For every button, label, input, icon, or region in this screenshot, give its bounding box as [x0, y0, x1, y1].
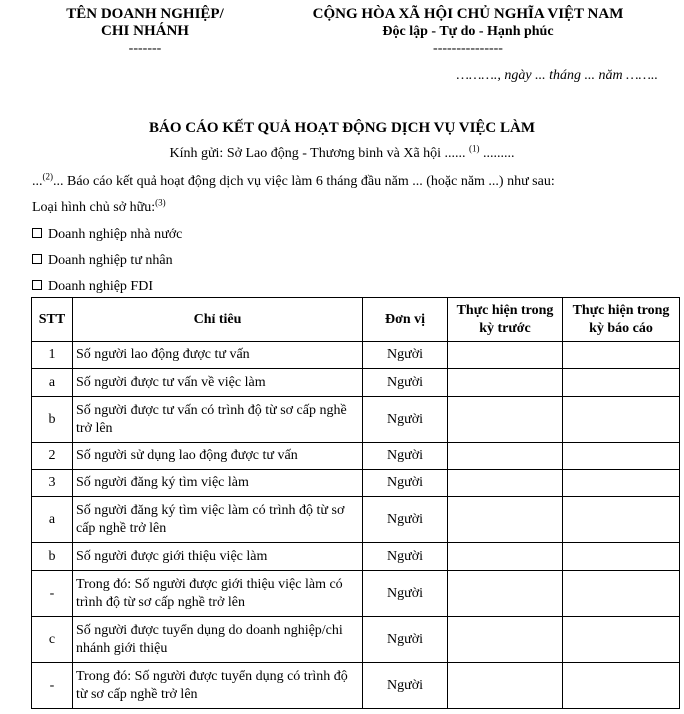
cell-ky-bao-cao[interactable] — [563, 663, 680, 709]
checkbox-icon[interactable] — [32, 280, 42, 290]
header-chi-tieu: Chỉ tiêu — [73, 298, 363, 342]
table-row — [32, 571, 680, 617]
header-ky-truoc — [448, 298, 563, 342]
ownership-option-label: Doanh nghiệp FDI — [48, 279, 153, 294]
header-ky-bao-cao-line2: kỳ báo cáo — [589, 320, 653, 336]
cell-ky-bao-cao[interactable] — [563, 617, 680, 663]
header-ky-bao-cao-line1: Thực hiện trong — [572, 302, 670, 318]
recipient-line — [0, 143, 684, 162]
recipient-text: Kính gửi: Sở Lao động - Thương binh và Xã hội ...... — [169, 146, 466, 161]
cell-stt: 2 — [32, 443, 73, 470]
table-row — [32, 342, 680, 369]
ownership-option-label: Doanh nghiệp nhà nước — [48, 227, 183, 242]
table-row — [32, 369, 680, 397]
company-name-line1: TÊN DOANH NGHIỆP/ — [66, 6, 224, 22]
cell-stt: - — [32, 571, 73, 617]
cell-chi-tieu: Số người đăng ký tìm việc làm — [73, 470, 363, 497]
table-header-row — [32, 298, 680, 342]
cell-chi-tieu: Trong đó: Số người được tuyển dụng có trình độ từ sơ cấp nghề trở lên — [73, 663, 363, 709]
ownership-option[interactable] — [32, 253, 173, 269]
ownership-label-line — [32, 197, 166, 216]
cell-chi-tieu: Số người được giới thiệu việc làm — [73, 543, 363, 571]
cell-ky-bao-cao[interactable] — [563, 443, 680, 470]
cell-ky-truoc[interactable] — [448, 369, 563, 397]
cell-ky-bao-cao[interactable] — [563, 497, 680, 543]
cell-don-vi: Người — [363, 397, 448, 443]
header-ky-truoc-line2: kỳ trước — [479, 320, 531, 336]
cell-ky-bao-cao[interactable] — [563, 571, 680, 617]
cell-ky-bao-cao[interactable] — [563, 342, 680, 369]
cell-chi-tieu: Số người đăng ký tìm việc làm có trình độ từ sơ cấp nghề trở lên — [73, 497, 363, 543]
cell-ky-truoc[interactable] — [448, 397, 563, 443]
cell-don-vi: Người — [363, 571, 448, 617]
cell-ky-truoc[interactable] — [448, 470, 563, 497]
cell-stt: 3 — [32, 470, 73, 497]
table-row — [32, 543, 680, 571]
table-row — [32, 617, 680, 663]
intro-prefix: ... — [32, 174, 43, 189]
cell-chi-tieu: Số người lao động được tư vấn — [73, 342, 363, 369]
recipient-tail: ......... — [483, 146, 515, 161]
ownership-option[interactable] — [32, 279, 153, 295]
cell-don-vi: Người — [363, 443, 448, 470]
intro-text: ... Báo cáo kết quả hoạt động dịch vụ việc làm 6 tháng đầu năm ... (hoặc năm ...) như sau: — [53, 174, 555, 189]
company-rule: ------- — [128, 41, 162, 56]
checkbox-icon[interactable] — [32, 254, 42, 264]
cell-don-vi: Người — [363, 543, 448, 571]
intro-note: (2) — [42, 171, 53, 182]
cell-stt: a — [32, 369, 73, 397]
table-row — [32, 397, 680, 443]
cell-ky-bao-cao[interactable] — [563, 543, 680, 571]
header-ky-truoc-line1: Thực hiện trong — [456, 302, 554, 318]
header-stt: STT — [32, 298, 73, 342]
cell-don-vi: Người — [363, 342, 448, 369]
cell-ky-truoc[interactable] — [448, 497, 563, 543]
cell-ky-truoc[interactable] — [448, 543, 563, 571]
company-name-line2: CHI NHÁNH — [101, 23, 189, 39]
cell-ky-truoc[interactable] — [448, 443, 563, 470]
ownership-note: (3) — [155, 197, 166, 208]
header-ky-bao-cao — [563, 298, 680, 342]
company-header — [30, 6, 260, 57]
national-header — [268, 6, 668, 57]
ownership-label: Loại hình chủ sở hữu: — [32, 200, 156, 215]
national-title: CỘNG HÒA XÃ HỘI CHỦ NGHĨA VIỆT NAM — [312, 6, 624, 22]
cell-chi-tieu: Số người được tuyển dụng do doanh nghiệp/chi nhánh giới thiệu — [73, 617, 363, 663]
cell-chi-tieu: Trong đó: Số người được giới thiệu việc làm có trình độ từ sơ cấp nghề trở lên — [73, 571, 363, 617]
cell-don-vi: Người — [363, 470, 448, 497]
table-row — [32, 497, 680, 543]
checkbox-icon[interactable] — [32, 228, 42, 238]
cell-chi-tieu: Số người được tư vấn có trình độ từ sơ cấp nghề trở lên — [73, 397, 363, 443]
cell-stt: a — [32, 497, 73, 543]
cell-stt: - — [32, 663, 73, 709]
cell-ky-truoc[interactable] — [448, 342, 563, 369]
table-row — [32, 663, 680, 709]
cell-stt: 1 — [32, 342, 73, 369]
intro-line — [32, 171, 555, 190]
report-title: BÁO CÁO KẾT QUẢ HOẠT ĐỘNG DỊCH VỤ VIỆC LÀM — [148, 120, 536, 136]
ownership-option[interactable] — [32, 227, 182, 243]
recipient-note: (1) — [469, 143, 480, 154]
cell-chi-tieu: Số người sử dụng lao động được tư vấn — [73, 443, 363, 470]
cell-stt: b — [32, 397, 73, 443]
cell-ky-bao-cao[interactable] — [563, 369, 680, 397]
cell-don-vi: Người — [363, 663, 448, 709]
cell-ky-truoc[interactable] — [448, 571, 563, 617]
cell-ky-truoc[interactable] — [448, 617, 563, 663]
cell-don-vi: Người — [363, 369, 448, 397]
header-don-vi: Đơn vị — [363, 298, 448, 342]
national-motto: Độc lập - Tự do - Hạnh phúc — [382, 24, 554, 39]
national-rule: --------------- — [433, 41, 503, 56]
date-line: ………., ngày ... tháng ... năm …….. — [456, 68, 658, 83]
cell-chi-tieu: Số người được tư vấn về việc làm — [73, 369, 363, 397]
cell-ky-truoc[interactable] — [448, 663, 563, 709]
table-row — [32, 443, 680, 470]
cell-don-vi: Người — [363, 497, 448, 543]
cell-ky-bao-cao[interactable] — [563, 470, 680, 497]
table-row — [32, 470, 680, 497]
ownership-option-label: Doanh nghiệp tư nhân — [48, 253, 173, 268]
cell-stt: c — [32, 617, 73, 663]
report-table — [31, 297, 680, 709]
cell-ky-bao-cao[interactable] — [563, 397, 680, 443]
cell-don-vi: Người — [363, 617, 448, 663]
cell-stt: b — [32, 543, 73, 571]
